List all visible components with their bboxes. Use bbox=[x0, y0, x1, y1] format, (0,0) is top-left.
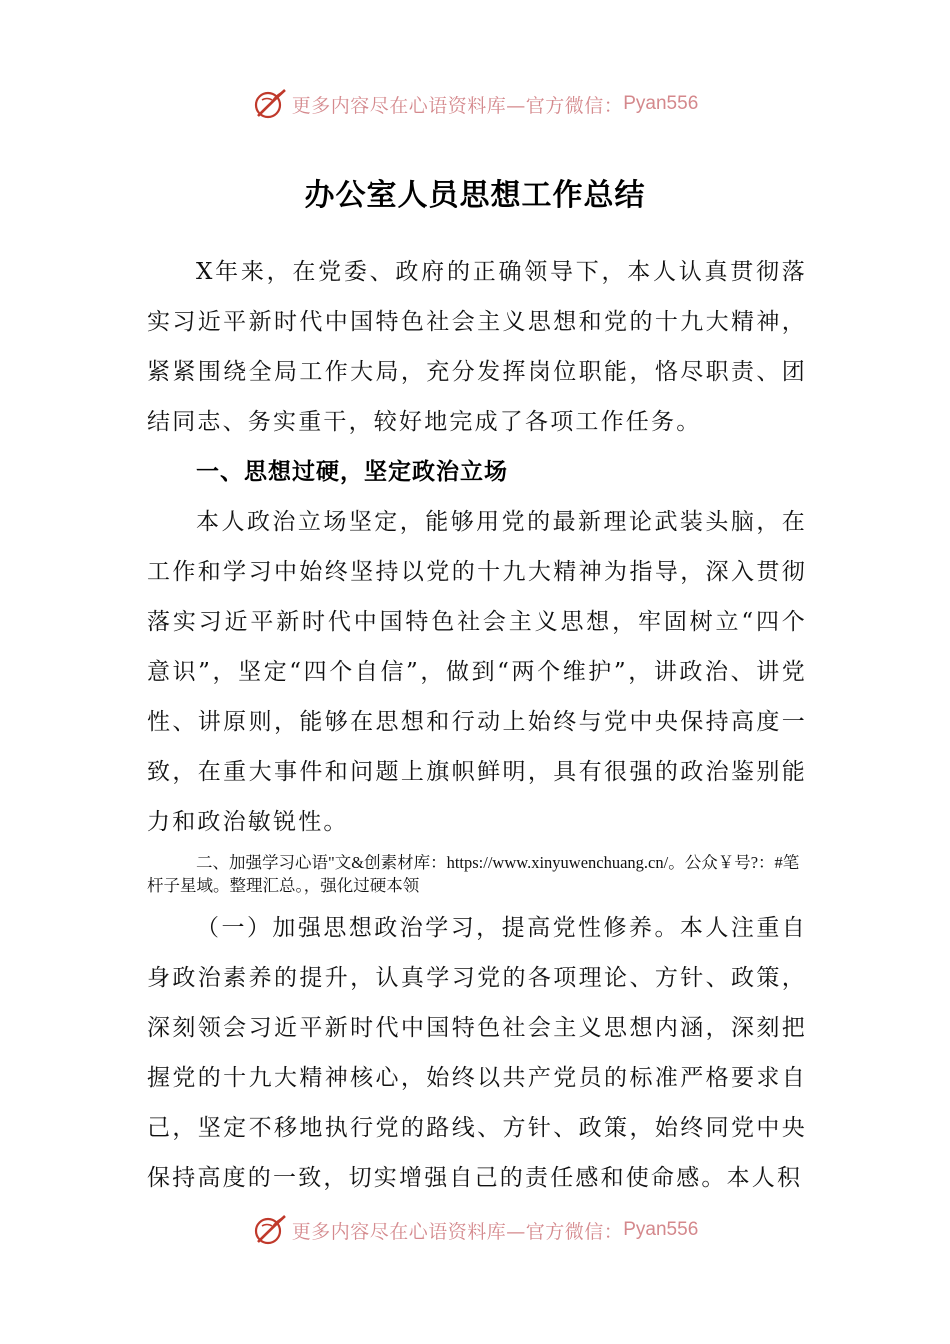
paragraph-intro: X年来，在党委、政府的正确领导下，本人认真贯彻落实习近平新时代中国特色社会主义思想和党的十九大精神，紧紧围绕全局工作大局，充分发挥岗位职能，恪尽职责、团结同志、务实重干，较好地完成了各项工作任务。 bbox=[147, 259, 807, 435]
watermark-text: 更多内容尽在心语资料库—官方微信： bbox=[291, 1220, 624, 1243]
quill-logo-icon bbox=[252, 86, 288, 122]
section-heading-2: 二、加强学习心语"文&创素材库：https://www.xinyuwenchuang.cn/。公众￥号?：#笔杆子星域。整理汇总。，强化过硬本领 bbox=[147, 853, 800, 895]
watermark-banner-bottom bbox=[0, 1210, 950, 1250]
quill-logo-icon bbox=[252, 1212, 288, 1248]
watermark-wechat-id: Pyan556 bbox=[623, 1219, 699, 1240]
section-heading-1: 一、思想过硬，坚定政治立场 bbox=[196, 459, 508, 485]
watermark-banner-top bbox=[0, 84, 950, 124]
document-body bbox=[147, 247, 807, 1203]
watermark-text: 更多内容尽在心语资料库—官方微信： bbox=[291, 94, 624, 117]
paragraph-politics: 本人政治立场坚定，能够用党的最新理论武装头脑，在工作和学习中始终坚持以党的十九大精神为指导，深入贯彻落实习近平新时代中国特色社会主义思想，牢固树立“四个意识”，坚定“四个自信”，做到“两个维护”，讲政治、讲党性、讲原则，能够在思想和行动上始终与党中央保持高度一致，在重大事件和问题上旗帜鲜明，具有很强的政治鉴别能力和政治敏锐性。 bbox=[147, 509, 807, 835]
document-title: 办公室人员思想工作总结 bbox=[304, 178, 646, 213]
watermark-wechat-id: Pyan556 bbox=[623, 93, 699, 114]
paragraph-study: （一）加强思想政治学习，提高党性修养。本人注重自身政治素养的提升，认真学习党的各项理论、方针、政策，深刻领会习近平新时代中国特色社会主义思想内涵，深刻把握党的十九大精神核心，始终以共产党员的标准严格要求自己，坚定不移地执行党的路线、方针、政策，始终同党中央保持高度的一致，切实增强自己的责任感和使命感。本人积 bbox=[147, 915, 807, 1191]
